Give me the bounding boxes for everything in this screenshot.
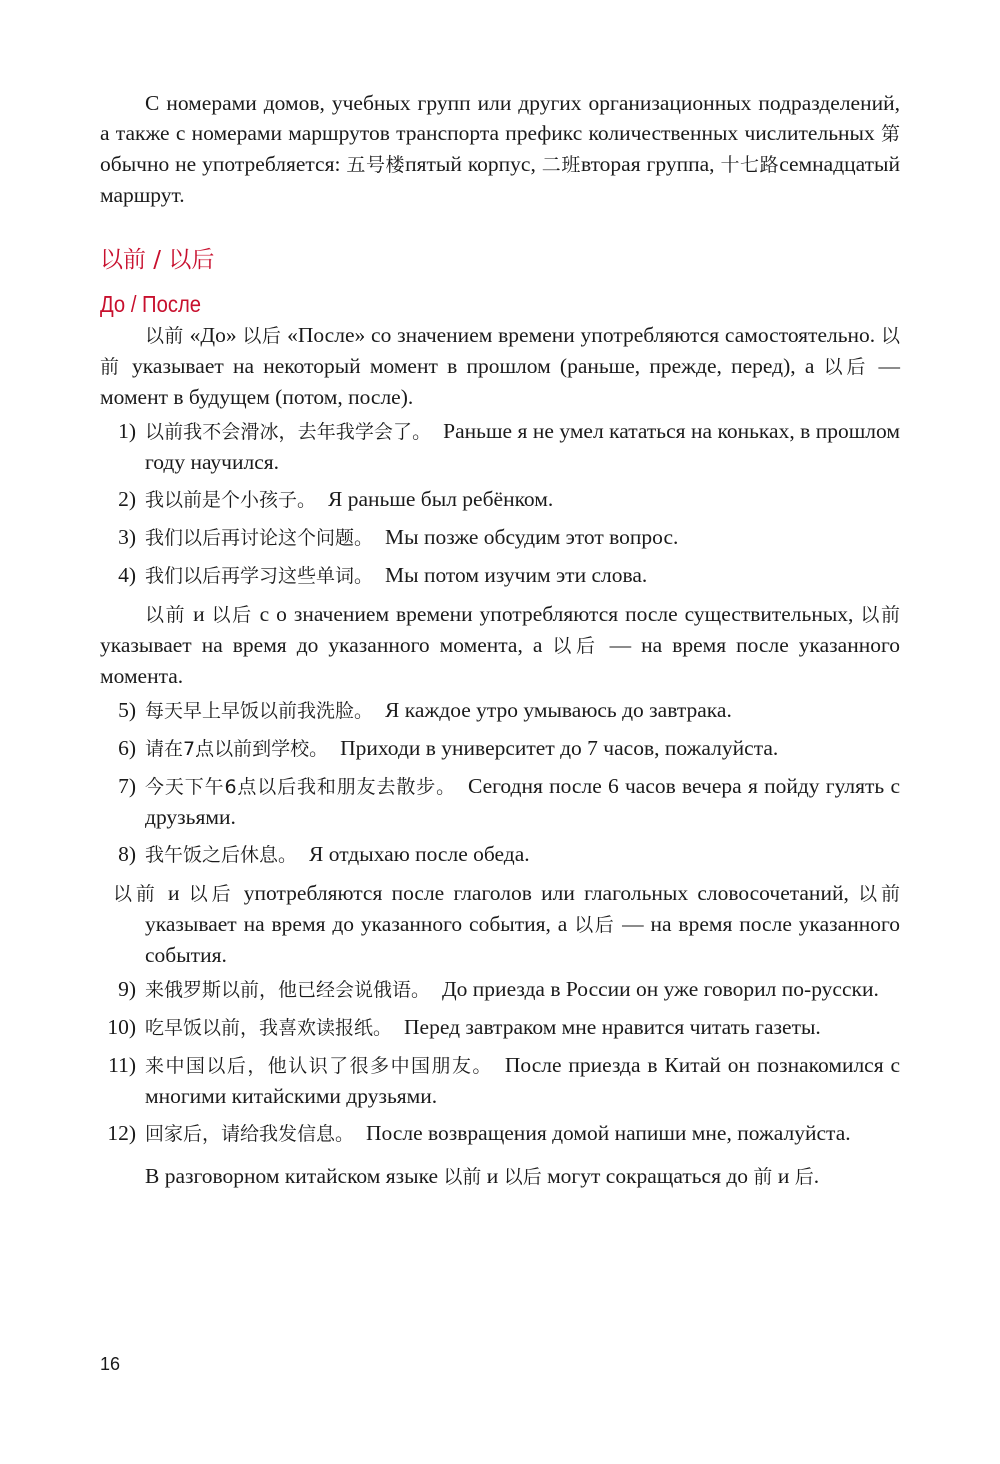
- para1-text-3: указывает на некоторый момент в прошлом (раньше, прежде, перед), а: [122, 354, 824, 378]
- example-number: 10): [107, 1015, 136, 1039]
- example-number: 6): [118, 736, 136, 760]
- example-chinese: 我们以后再学习这些单词。: [145, 565, 374, 587]
- example-item: [100, 974, 900, 1005]
- intro-text-5: семнадцатый маршрут.: [100, 152, 900, 207]
- example-item: [100, 695, 900, 726]
- closing-paragraph: [100, 1161, 900, 1192]
- para2-zh-3: 以前: [860, 604, 900, 626]
- para4-zh-3: 前: [753, 1166, 773, 1188]
- example-translation: Я раньше был ребёнком.: [328, 487, 554, 511]
- para4-zh-4: 后: [794, 1166, 814, 1188]
- para3-zh-4: 以后: [574, 914, 616, 936]
- para3-text-2: употребляются после глаголов или глагольных словосочетаний,: [234, 881, 859, 905]
- page-number: 16: [100, 1354, 121, 1374]
- para4-text-5: .: [813, 1164, 820, 1188]
- example-number: 8): [118, 842, 136, 866]
- section-heading-russian: До / После: [100, 291, 202, 317]
- example-chinese: 我午饭之后休息。: [145, 844, 298, 866]
- para3-zh-1: 以前: [113, 883, 159, 905]
- example-number: 9): [118, 977, 136, 1001]
- example-number: 4): [118, 563, 136, 587]
- example-translation: Мы позже обсудим этот вопрос.: [385, 525, 679, 549]
- para2-text-3: указывает на время до указанного момента, а: [100, 633, 553, 657]
- intro-zh-4: 十七路: [720, 154, 780, 176]
- example-translation: Мы потом изучим эти слова.: [385, 563, 648, 587]
- para1-zh-4: 以后: [823, 356, 870, 378]
- example-translation: Раньше я не умел кататься на коньках, в прошлом году научился.: [145, 419, 900, 474]
- explanation-paragraph-3: [100, 878, 900, 970]
- intro-text-4: вторая группа,: [580, 152, 721, 176]
- para4-text-2: и: [481, 1164, 504, 1188]
- intro-paragraph: [100, 88, 900, 210]
- example-chinese: 今天下午6点以后我和朋友去散步。: [145, 776, 456, 798]
- example-translation: После приезда в Китай он познакомился с многими китайскими друзьями.: [145, 1053, 900, 1108]
- para4-text-1: В разговорном китайском языке: [145, 1164, 444, 1188]
- para2-zh-2: 以后: [211, 604, 253, 626]
- examples-list-2: [100, 695, 900, 870]
- example-translation: После возвращения домой напиши мне, пожалуйста.: [366, 1121, 851, 1145]
- example-number: 12): [107, 1121, 136, 1145]
- para1-zh-2: 以后: [242, 325, 282, 347]
- para2-text-1: и: [186, 602, 212, 626]
- example-item: [100, 771, 900, 832]
- intro-text-3: пятый корпус,: [405, 152, 542, 176]
- explanation-paragraph-1: [100, 320, 900, 412]
- example-number: 7): [118, 774, 136, 798]
- para2-zh-1: 以前: [145, 604, 187, 626]
- example-item: [100, 1012, 900, 1043]
- para1-zh-3: 以前: [100, 325, 900, 378]
- examples-list-3: [100, 974, 900, 1149]
- para3-zh-3: 以前: [858, 883, 900, 905]
- intro-zh-1: 第: [880, 123, 900, 145]
- intro-zh-3: 二班: [541, 154, 581, 176]
- example-chinese: 请在7点以前到学校。: [145, 738, 329, 760]
- para3-text-3: указывает на время до указанного события, а: [145, 912, 575, 936]
- example-number: 5): [118, 698, 136, 722]
- example-item: [100, 484, 900, 515]
- example-item: [100, 1118, 900, 1149]
- example-chinese: 每天早上早饭以前我洗脸。: [145, 700, 374, 722]
- example-number: 1): [118, 419, 136, 443]
- explanation-paragraph-2: [100, 599, 900, 691]
- examples-list-1: [100, 416, 900, 591]
- para4-text-3: могут сокращаться до: [541, 1164, 754, 1188]
- para3-text-1: и: [158, 881, 189, 905]
- example-chinese: 我们以后再讨论这个问题。: [145, 527, 374, 549]
- intro-zh-2: 五号楼: [346, 154, 406, 176]
- para2-text-4: — на время после указанного момента.: [100, 633, 900, 688]
- example-translation: Я каждое утро умываюсь до завтрака.: [385, 698, 732, 722]
- example-number: 11): [108, 1053, 136, 1077]
- example-chinese: 以前我不会滑冰，去年我学会了。: [145, 421, 432, 443]
- para1-text-2: «После» со значением времени употребляются самостоятельно.: [281, 323, 881, 347]
- example-item: [100, 1050, 900, 1111]
- section-heading-chinese: 以前 / 以后: [100, 247, 215, 273]
- para3-zh-2: 以后: [188, 883, 235, 905]
- para3-text-4: — на время после указанного события.: [145, 912, 900, 967]
- para1-zh-1: 以前: [145, 325, 184, 347]
- para2-text-2: с о значением времени употребляются после существительных,: [252, 602, 861, 626]
- para4-zh-1: 以前: [443, 1166, 482, 1188]
- example-item: [100, 522, 900, 553]
- example-translation: Приходи в университет до 7 часов, пожалуйста.: [340, 736, 779, 760]
- example-chinese: 回家后，请给我发信息。: [145, 1123, 355, 1145]
- para4-text-4: и: [772, 1164, 795, 1188]
- example-item: [100, 416, 900, 477]
- page-body: [100, 88, 900, 1192]
- example-translation: Я отдыхаю после обеда.: [309, 842, 530, 866]
- example-number: 3): [118, 525, 136, 549]
- example-translation: До приезда в России он уже говорил по-русски.: [442, 977, 879, 1001]
- example-translation: Сегодня после 6 часов вечера я пойду гулять с друзьями.: [145, 774, 901, 829]
- example-chinese: 吃早饭以前，我喜欢读报纸。: [145, 1017, 393, 1039]
- example-chinese: 我以前是个小孩子。: [145, 489, 317, 511]
- intro-text-1: С номерами домов, учебных групп или других организационных подразделений, а также с номерами маршрутов транспорта префикс количественных числительных: [100, 91, 900, 145]
- para1-text-1: «До»: [183, 323, 243, 347]
- example-number: 2): [118, 487, 136, 511]
- example-translation: Перед завтраком мне нравится читать газеты.: [404, 1015, 821, 1039]
- example-chinese: 来俄罗斯以前，他已经会说俄语。: [145, 979, 431, 1001]
- example-item: [100, 839, 900, 870]
- example-item: [100, 560, 900, 591]
- intro-text-2: обычно не употребляется:: [100, 152, 347, 176]
- example-item: [100, 733, 900, 764]
- para2-zh-4: 以后: [552, 635, 600, 657]
- example-chinese: 来中国以后，他认识了很多中国朋友。: [145, 1055, 493, 1077]
- para1-text-4: — момент в будущем (потом, после).: [100, 354, 900, 409]
- para4-zh-2: 以后: [503, 1166, 542, 1188]
